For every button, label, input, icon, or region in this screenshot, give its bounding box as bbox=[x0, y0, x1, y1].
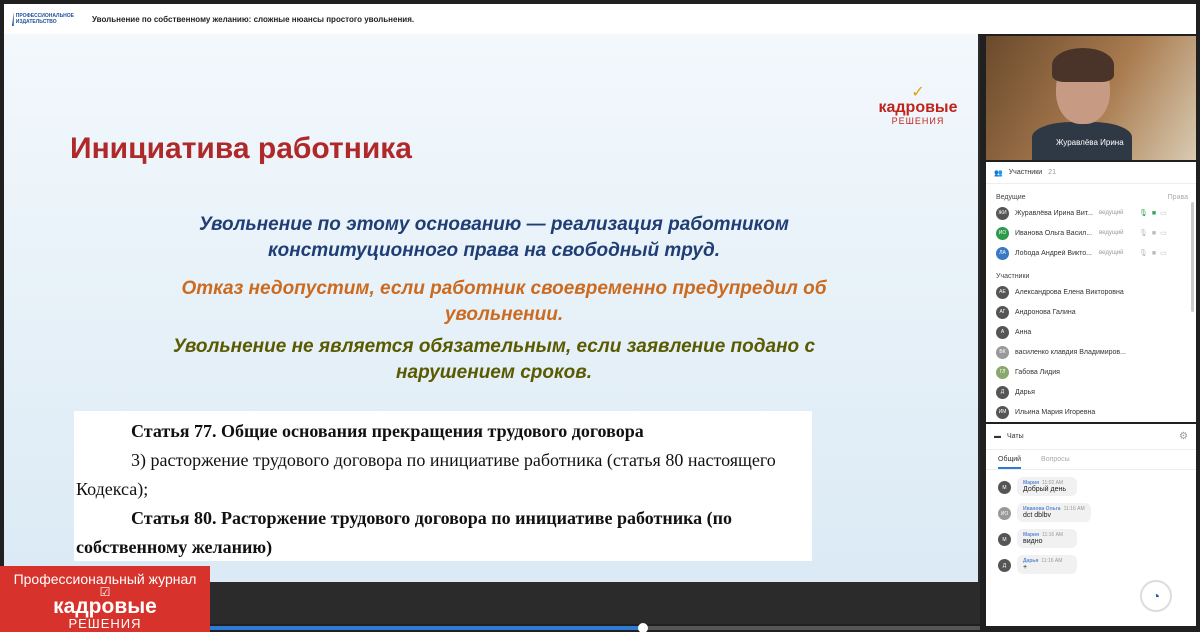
publisher-logo-text: ПРОФЕССИОНАЛЬНОЕ ИЗДАТЕЛЬСТВО bbox=[15, 13, 74, 25]
message-bubble bbox=[1017, 477, 1077, 496]
slide-paragraph-2: Отказ недопустим, если работник своевременно предупредил об увольнении. bbox=[181, 278, 827, 325]
webinar-title: Увольнение по собственному желанию: сложные нюансы простого увольнения. bbox=[92, 14, 415, 24]
participant-role: ведущий bbox=[1099, 230, 1124, 236]
host-row[interactable] bbox=[986, 223, 1196, 243]
gear-icon[interactable]: ⚙ bbox=[1179, 431, 1188, 442]
hosts-section-header bbox=[986, 184, 1196, 203]
chat-message bbox=[986, 548, 1196, 574]
platform-logo-icon[interactable]: ◔ bbox=[1140, 580, 1172, 612]
journal-line3: РЕШЕНИЯ bbox=[68, 616, 142, 631]
chat-message bbox=[986, 522, 1196, 548]
avatar: М bbox=[998, 481, 1011, 494]
tab-questions[interactable]: Вопросы bbox=[1041, 456, 1070, 463]
avatar: Д bbox=[996, 386, 1009, 399]
camera-off-icon[interactable]: ■ bbox=[1151, 249, 1157, 257]
message-text: dct dblbv bbox=[1023, 512, 1052, 519]
microphone-icon[interactable]: 🎙 bbox=[1139, 210, 1148, 217]
participant-name: Ильина Мария Игоревна bbox=[1015, 408, 1096, 416]
message-author: Иванова Ольга bbox=[1023, 506, 1061, 512]
avatar: ИО bbox=[996, 227, 1009, 240]
chat-header bbox=[986, 424, 1196, 450]
participants-icon: 👥 bbox=[994, 169, 1003, 177]
journal-line2: кадровые bbox=[53, 595, 157, 618]
journal-line1: Профессиональный журнал bbox=[13, 571, 197, 587]
message-bubble bbox=[1017, 503, 1091, 522]
avatar: ГЛ bbox=[996, 366, 1009, 379]
slide-paragraph-3: Увольнение не является обязательным, если заявление подано с нарушением сроков. bbox=[172, 336, 816, 383]
tab-general[interactable]: Общий bbox=[998, 456, 1021, 469]
chat-message bbox=[986, 470, 1196, 496]
checkmark-icon: ✓ bbox=[911, 84, 925, 101]
participants-scrollbar[interactable] bbox=[1191, 202, 1194, 312]
participant-name: Анна bbox=[1015, 328, 1032, 336]
presentation-slide bbox=[4, 34, 978, 582]
message-text: видно bbox=[1023, 538, 1043, 545]
message-bubble bbox=[1017, 555, 1077, 574]
monitor-icon[interactable]: ▭ bbox=[1160, 230, 1167, 237]
avatar: ЛА bbox=[996, 247, 1009, 260]
member-row[interactable] bbox=[986, 342, 1196, 362]
playback-progress-bar[interactable] bbox=[210, 626, 980, 630]
avatar: Д bbox=[998, 559, 1011, 572]
members-section-header bbox=[986, 263, 1196, 282]
slide-brand-line1: кадровые bbox=[878, 99, 958, 116]
message-time: 11:16 AM bbox=[1063, 506, 1085, 512]
participant-name: Дарья bbox=[1015, 388, 1035, 396]
participants-label: Участники bbox=[1008, 169, 1043, 176]
avatar: ИМ bbox=[996, 406, 1009, 419]
member-row[interactable] bbox=[986, 402, 1196, 422]
publisher-logo[interactable] bbox=[12, 9, 74, 29]
participant-role: ведущий bbox=[1099, 210, 1124, 216]
law-excerpt bbox=[74, 411, 812, 561]
member-row[interactable] bbox=[986, 382, 1196, 402]
chat-label: Чаты bbox=[1007, 433, 1024, 440]
participants-panel bbox=[986, 162, 1196, 422]
chat-tabs bbox=[986, 450, 1196, 470]
host-row[interactable] bbox=[986, 203, 1196, 223]
participant-name: Журавлёва Ирина Вит... bbox=[1015, 209, 1093, 217]
avatar: ВК bbox=[996, 346, 1009, 359]
member-row[interactable] bbox=[986, 362, 1196, 382]
law-line: Статья 80. Расторжение трудового договора по инициативе работника (по bbox=[131, 508, 733, 528]
message-time: 11:16 AM bbox=[1042, 532, 1064, 538]
hosts-label: Ведущие bbox=[996, 194, 1026, 201]
camera-icon[interactable]: ■ bbox=[1151, 209, 1157, 217]
participant-name: василенко клавдия Владимиров... bbox=[1015, 348, 1126, 356]
avatar: А bbox=[996, 326, 1009, 339]
publisher-logo-mark-icon bbox=[12, 12, 14, 26]
participant-name: Андронова Галина bbox=[1015, 308, 1076, 316]
host-row[interactable] bbox=[986, 243, 1196, 263]
speaker-hair bbox=[1052, 48, 1114, 82]
participants-header[interactable] bbox=[986, 162, 1196, 184]
law-line: Кодекса); bbox=[76, 479, 149, 499]
member-row[interactable] bbox=[986, 302, 1196, 322]
message-text: Добрый день bbox=[1023, 486, 1066, 493]
playback-progress-fill bbox=[210, 626, 641, 630]
speaker-name-label: Журавлёва Ирина bbox=[1056, 138, 1124, 147]
microphone-off-icon[interactable]: 🎙 bbox=[1139, 250, 1148, 257]
speaker-video[interactable] bbox=[986, 36, 1196, 160]
slide-brand-logo bbox=[868, 86, 968, 130]
monitor-icon[interactable]: ▭ bbox=[1160, 210, 1167, 217]
participants-count: 21 bbox=[1048, 169, 1056, 176]
playback-scrubber-handle[interactable] bbox=[638, 623, 648, 632]
avatar: М bbox=[998, 533, 1011, 546]
message-time: 11:02 AM bbox=[1042, 480, 1064, 486]
law-line: 3) расторжение трудового договора по инициативе работника (статья 80 настоящего bbox=[131, 450, 776, 470]
participant-name: Александрова Елена Викторовна bbox=[1015, 288, 1124, 296]
slide-paragraph-1: Увольнение по этому основанию — реализация работником конституционного права на свободный труд. bbox=[199, 214, 789, 261]
top-header bbox=[4, 4, 1196, 34]
slide-brand-line2: РЕШЕНИЯ bbox=[891, 116, 945, 126]
microphone-off-icon[interactable]: 🎙 bbox=[1139, 230, 1148, 237]
member-row[interactable] bbox=[986, 282, 1196, 302]
message-author: Мария bbox=[1023, 532, 1040, 538]
journal-branding bbox=[0, 566, 210, 632]
message-text: + bbox=[1023, 564, 1028, 571]
avatar: ЖИ bbox=[996, 207, 1009, 220]
avatar: ИО bbox=[998, 507, 1011, 520]
checkmark-icon: ☑ bbox=[99, 585, 111, 599]
members-label: Участники bbox=[996, 273, 1030, 280]
rights-label: Права bbox=[1167, 194, 1188, 201]
message-bubble bbox=[1017, 529, 1077, 548]
message-author: Дарья bbox=[1023, 558, 1039, 564]
participant-role: ведущий bbox=[1099, 250, 1124, 256]
monitor-icon[interactable]: ▭ bbox=[1160, 250, 1167, 257]
avatar: АГ bbox=[996, 306, 1009, 319]
participant-name: Иванова Ольга Васил... bbox=[1015, 229, 1093, 237]
message-time: 11:16 AM bbox=[1041, 558, 1063, 564]
camera-off-icon[interactable]: ■ bbox=[1151, 229, 1157, 237]
law-line: Статья 77. Общие основания прекращения трудового договора bbox=[131, 421, 644, 441]
message-author: Мария bbox=[1023, 480, 1040, 486]
chat-message bbox=[986, 496, 1196, 522]
participant-name: Лобода Андрей Викто... bbox=[1015, 249, 1092, 257]
chat-icon: ▬ bbox=[994, 433, 1001, 440]
slide-title: Инициатива работника bbox=[70, 132, 412, 165]
member-row[interactable] bbox=[986, 322, 1196, 342]
avatar: АЕ bbox=[996, 286, 1009, 299]
law-line: собственному желанию) bbox=[76, 537, 273, 557]
participant-name: Габова Лидия bbox=[1015, 368, 1060, 376]
